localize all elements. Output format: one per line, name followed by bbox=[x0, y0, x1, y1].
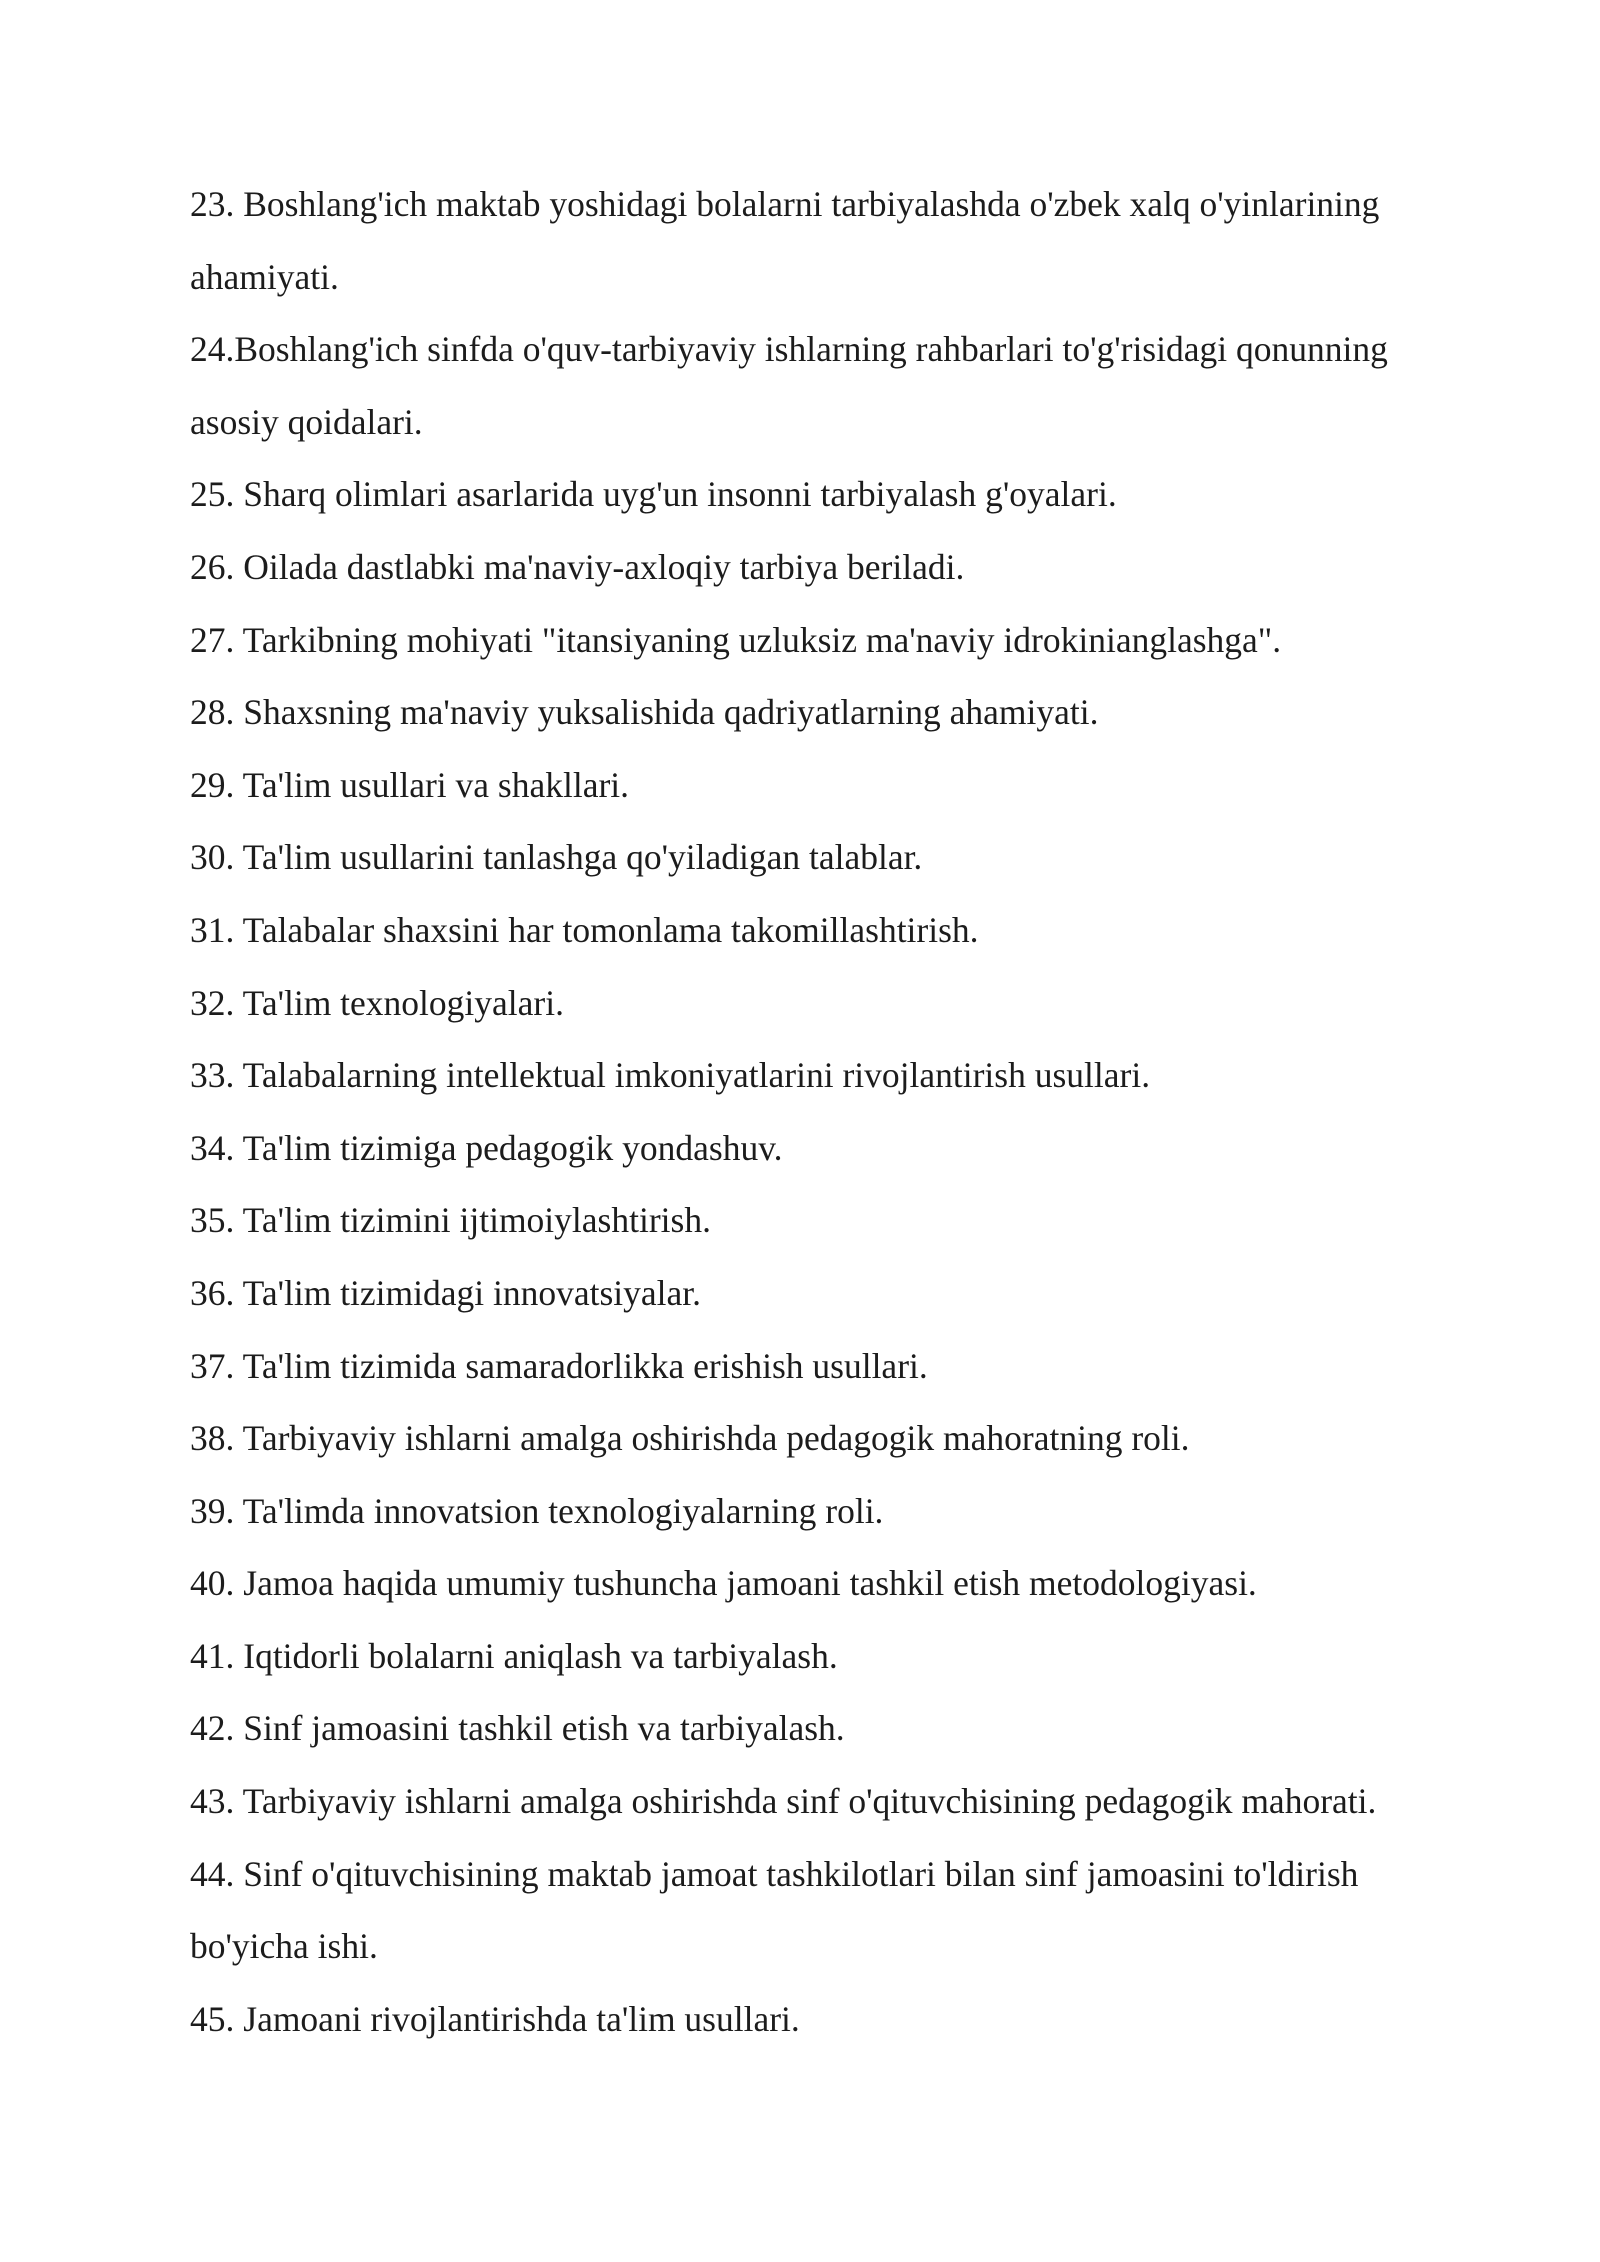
list-item bbox=[190, 967, 1490, 1040]
list-item bbox=[190, 531, 1490, 604]
list-item-line: 42. Sinf jamoasini tashkil etish va tarbiyalash. bbox=[190, 1708, 845, 1749]
list-item bbox=[190, 168, 1490, 313]
list-item-line: 45. Jamoani rivojlantirishda ta'lim usullari. bbox=[190, 1998, 800, 2039]
list-item-line: 44. Sinf o'qituvchisining maktab jamoat tashkilotlari bilan sinf jamoasini to'ldirish bbox=[190, 1853, 1359, 1894]
list-item bbox=[190, 749, 1490, 822]
list-item-line: 24.Boshlang'ich sinfda o'quv-tarbiyaviy ishlarning rahbarlari to'g'risidagi qonunning bbox=[190, 329, 1388, 370]
list-item-line: 38. Tarbiyaviy ishlarni amalga oshirishda pedagogik mahoratning roli. bbox=[190, 1418, 1190, 1459]
list-item-line: 32. Ta'lim texnologiyalari. bbox=[190, 982, 564, 1023]
list-item-line: 30. Ta'lim usullarini tanlashga qo'yiladigan talablar. bbox=[190, 837, 923, 878]
list-item bbox=[190, 1692, 1490, 1765]
numbered-topic-list bbox=[190, 168, 1490, 2055]
list-item bbox=[190, 1330, 1490, 1403]
list-item bbox=[190, 1039, 1490, 1112]
list-item-line: 23. Boshlang'ich maktab yoshidagi bolalarni tarbiyalashda o'zbek xalq o'yinlarining bbox=[190, 184, 1380, 224]
list-item bbox=[190, 821, 1490, 894]
list-item-line: 31. Talabalar shaxsini har tomonlama takomillashtirish. bbox=[190, 909, 979, 950]
list-item-line: 36. Ta'lim tizimidagi innovatsiyalar. bbox=[190, 1272, 702, 1313]
list-item-line: 29. Ta'lim usullari va shakllari. bbox=[190, 764, 630, 805]
list-item bbox=[190, 1184, 1490, 1257]
list-item bbox=[190, 313, 1490, 458]
list-item bbox=[190, 676, 1490, 749]
list-item bbox=[190, 604, 1490, 677]
list-item-line: 25. Sharq olimlari asarlarida uyg'un insonni tarbiyalash g'oyalari. bbox=[190, 474, 1117, 515]
list-item bbox=[190, 458, 1490, 531]
list-item bbox=[190, 1983, 1490, 2056]
list-item bbox=[190, 1402, 1490, 1475]
list-item-line: asosiy qoidalari. bbox=[190, 401, 423, 442]
list-item-line: 33. Talabalarning intellektual imkoniyatlarini rivojlantirish usullari. bbox=[190, 1055, 1151, 1096]
list-item bbox=[190, 1765, 1490, 1838]
list-item-line: 34. Ta'lim tizimiga pedagogik yondashuv. bbox=[190, 1127, 783, 1168]
list-item-line: 43. Tarbiyaviy ishlarni amalga oshirishda sinf o'qituvchisining pedagogik mahorati. bbox=[190, 1781, 1377, 1822]
list-item bbox=[190, 1475, 1490, 1548]
list-item-line: 37. Ta'lim tizimida samaradorlikka erishish usullari. bbox=[190, 1345, 928, 1386]
list-item bbox=[190, 1257, 1490, 1330]
list-item-line: bo'yicha ishi. bbox=[190, 1926, 378, 1967]
list-item bbox=[190, 1112, 1490, 1185]
list-item-line: 35. Ta'lim tizimini ijtimoiylashtirish. bbox=[190, 1200, 711, 1241]
list-item-line: 28. Shaxsning ma'naviy yuksalishida qadriyatlarning ahamiyati. bbox=[190, 692, 1099, 733]
list-item-line: 40. Jamoa haqida umumiy tushuncha jamoani tashkil etish metodologiyasi. bbox=[190, 1563, 1257, 1604]
list-item-line: 26. Oilada dastlabki ma'naviy-axloqiy tarbiya beriladi. bbox=[190, 546, 965, 587]
list-item-line: 27. Tarkibning mohiyati "itansiyaning uzluksiz ma'naviy idrokinianglashga". bbox=[190, 619, 1282, 660]
list-item-line: 39. Ta'limda innovatsion texnologiyalarning roli. bbox=[190, 1490, 884, 1531]
list-item bbox=[190, 894, 1490, 967]
list-item bbox=[190, 1547, 1490, 1620]
list-item-line: 41. Iqtidorli bolalarni aniqlash va tarbiyalash. bbox=[190, 1635, 838, 1676]
list-item bbox=[190, 1838, 1490, 1983]
list-item bbox=[190, 1620, 1490, 1693]
list-item-line: ahamiyati. bbox=[190, 256, 339, 297]
